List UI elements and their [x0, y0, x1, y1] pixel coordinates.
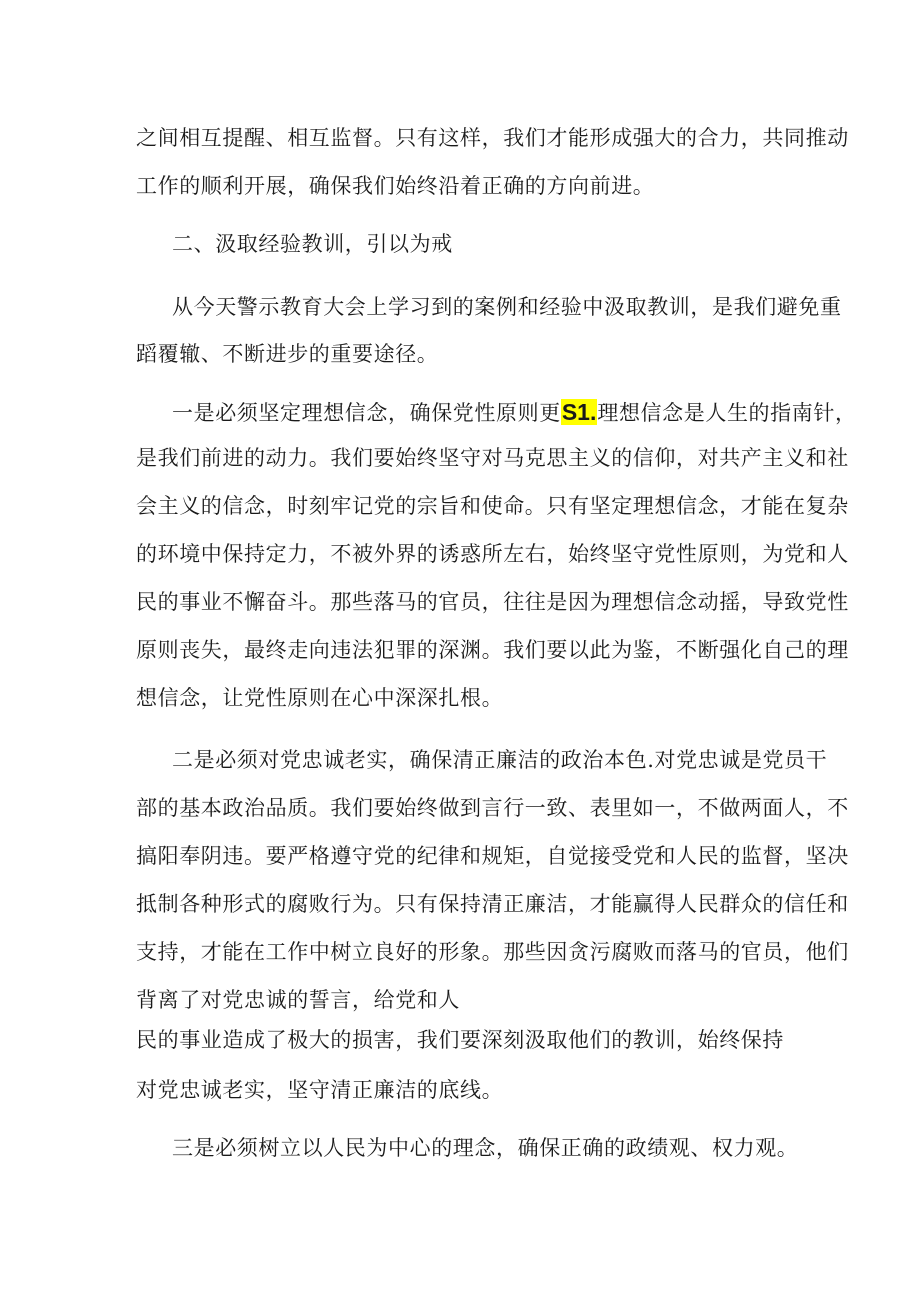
paragraph-line: 二是必须对党忠诚老实，确保清正廉洁的政治本色.对党忠诚是党员干: [172, 748, 828, 772]
paragraph-line: 之间相互提醒、相互监督。只有这样，我们才能形成强大的合力，共同推动: [136, 126, 849, 150]
paragraph-line: 搞阳奉阴违。要严格遵守党的纪律和规矩，自觉接受党和人民的监督，坚决: [136, 844, 849, 868]
paragraph-line: 三是必须树立以人民为中心的理念，确保正确的政绩观、权力观。: [172, 1136, 799, 1160]
paragraph-line: 背离了对党忠诚的誓言，给党和人: [136, 988, 460, 1012]
paragraph-text: 理想信念是人生的指南针，: [597, 401, 857, 425]
paragraph-line: 蹈覆辙、不断进步的重要途径。: [136, 342, 439, 366]
paragraph-line: 是我们前进的动力。我们要始终坚守对马克思主义的信仰，对共产主义和社: [136, 446, 849, 470]
section-heading: 二、汲取经验教训，引以为戒: [172, 232, 453, 256]
paragraph-line: 民的事业造成了极大的损害，我们要深刻汲取他们的教训，始终保持: [136, 1028, 784, 1052]
paragraph-line: 从今天警示教育大会上学习到的案例和经验中汲取教训，是我们避免重: [172, 295, 842, 319]
paragraph-line: 想信念，让党性原则在心中深深扎根。: [136, 686, 504, 710]
paragraph-line: 会主义的信念，时刻牢记党的宗旨和使命。只有坚定理想信念，才能在复杂: [136, 494, 849, 518]
highlight-mark: S1.: [561, 399, 597, 425]
paragraph-line: 原则丧失，最终走向违法犯罪的深渊。我们要以此为鉴，不断强化自己的理: [136, 638, 849, 662]
paragraph-line: 支持，才能在工作中树立良好的形象。那些因贪污腐败而落马的官员，他们: [136, 940, 849, 964]
paragraph-line: 的环境中保持定力，不被外界的诱惑所左右，始终坚守党性原则，为党和人: [136, 542, 849, 566]
paragraph-text: 一是必须坚定理想信念，确保党性原则更: [172, 401, 561, 425]
paragraph-line: 部的基本政治品质。我们要始终做到言行一致、表里如一，不做两面人，不: [136, 796, 849, 820]
paragraph-line: 对党忠诚老实，坚守清正廉洁的底线。: [136, 1078, 504, 1102]
paragraph-line: [172, 398, 857, 426]
paragraph-line: 抵制各种形式的腐败行为。只有保持清正廉洁，才能赢得人民群众的信任和: [136, 892, 849, 916]
paragraph-line: 工作的顺利开展，确保我们始终沿着正确的方向前进。: [136, 174, 655, 198]
paragraph-line: 民的事业不懈奋斗。那些落马的官员，往往是因为理想信念动摇，导致党性: [136, 590, 849, 614]
